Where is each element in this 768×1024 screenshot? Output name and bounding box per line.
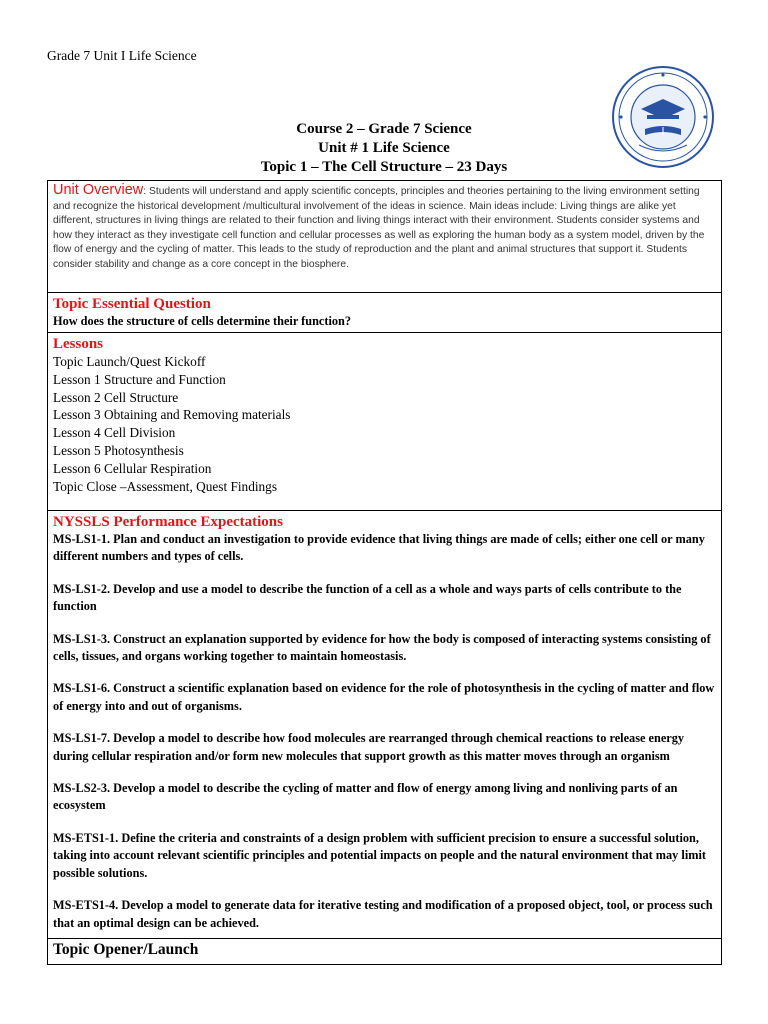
lesson-item: Topic Close –Assessment, Quest Findings — [53, 478, 278, 494]
topic-opener-heading: Topic Opener/Launch — [53, 941, 199, 958]
lesson-item: Lesson 6 Cellular Respiration — [53, 460, 212, 476]
topic-opener-cell — [48, 939, 722, 965]
performance-expectations-cell — [48, 511, 722, 939]
performance-expectation-item: MS-LS1-6. Construct a scientific explanation based on evidence for the role of photosynthesis in the cycling of matter and flow of energy into and out of organisms. — [53, 681, 715, 713]
performance-heading: NYSSLS Performance Expectations — [53, 514, 283, 530]
performance-expectation-item: MS-LS1-7. Develop a model to describe how food molecules are rearranged through chemical reactions to release energy during cellular respiration and/or form new molecules that support growth as this matter moves through an organism — [53, 731, 685, 763]
lessons-list — [53, 353, 716, 495]
essential-question-text: How does the structure of cells determine their function? — [53, 314, 352, 328]
unit-title: Unit # 1 Life Science — [318, 140, 450, 156]
lesson-item: Lesson 2 Cell Structure — [53, 389, 179, 405]
overview-text: : Students will understand and apply scientific concepts, principles and theories pertaining to the living environment setting and recognize the historical development /multicultural involvement of the ideas in science. Main ideas include: Living things are alike yet different, structures in living things are related to their function and living things interact with their environment. Students consider systems and how they interact as they investigate cell function and cellular processes as well as exploring the human body as a system model, driven by the flow of energy and the cycling of matter. This leads to the study of reproduction and the plant and animal structures that support it. Students consider stability and change as a core concept in the biosphere. — [53, 186, 705, 270]
essential-question-heading: Topic Essential Question — [53, 296, 211, 312]
lesson-item: Lesson 1 Structure and Function — [53, 371, 226, 387]
lesson-item: Topic Launch/Quest Kickoff — [53, 354, 206, 369]
lessons-heading: Lessons — [53, 336, 104, 352]
lesson-item: Lesson 3 Obtaining and Removing materials — [53, 407, 291, 423]
page-header-title: Grade 7 Unit I Life Science — [47, 48, 197, 63]
overview-paragraph — [53, 183, 716, 273]
performance-list — [53, 531, 716, 932]
lessons-cell — [48, 333, 722, 511]
lesson-item: Lesson 5 Photosynthesis — [53, 442, 184, 458]
overview-heading: Unit Overview — [53, 182, 144, 198]
document-titles — [0, 120, 768, 177]
topic-title: Topic 1 – The Cell Structure – 23 Days — [260, 159, 508, 175]
curriculum-table — [47, 180, 722, 965]
overview-cell — [48, 181, 722, 293]
performance-expectation-item: MS-ETS1-1. Define the criteria and constraints of a design problem with sufficient precision to ensure a successful solution, taking into account relevant scientific principles and potential impacts on people and the natural environment that may limit possible solutions. — [53, 830, 706, 880]
performance-expectation-item: MS-ETS1-4. Develop a model to generate data for iterative testing and modification of a proposed object, tool, or process such that an optimal design can be achieved. — [53, 898, 713, 930]
performance-expectation-item: MS-LS1-1. Plan and conduct an investigation to provide evidence that living things are made of cells; either one cell or many different numbers and types of cells. — [53, 532, 705, 564]
performance-expectation-item: MS-LS1-3. Construct an explanation supported by evidence for how the body is composed of interacting systems consisting of cells, tissues, and organs working together to maintain homeostasis. — [53, 631, 711, 664]
performance-expectation-item: MS-LS2-3. Develop a model to describe the cycling of matter and flow of energy among living and nonliving parts of an ecosystem — [53, 781, 678, 813]
lesson-item: Lesson 4 Cell Division — [53, 425, 176, 441]
performance-expectation-item: MS-LS1-2. Develop and use a model to describe the function of a cell as a whole and ways parts of cells contribute to the function — [53, 581, 682, 614]
essential-question-cell — [48, 293, 722, 333]
course-title: Course 2 – Grade 7 Science — [296, 121, 472, 137]
